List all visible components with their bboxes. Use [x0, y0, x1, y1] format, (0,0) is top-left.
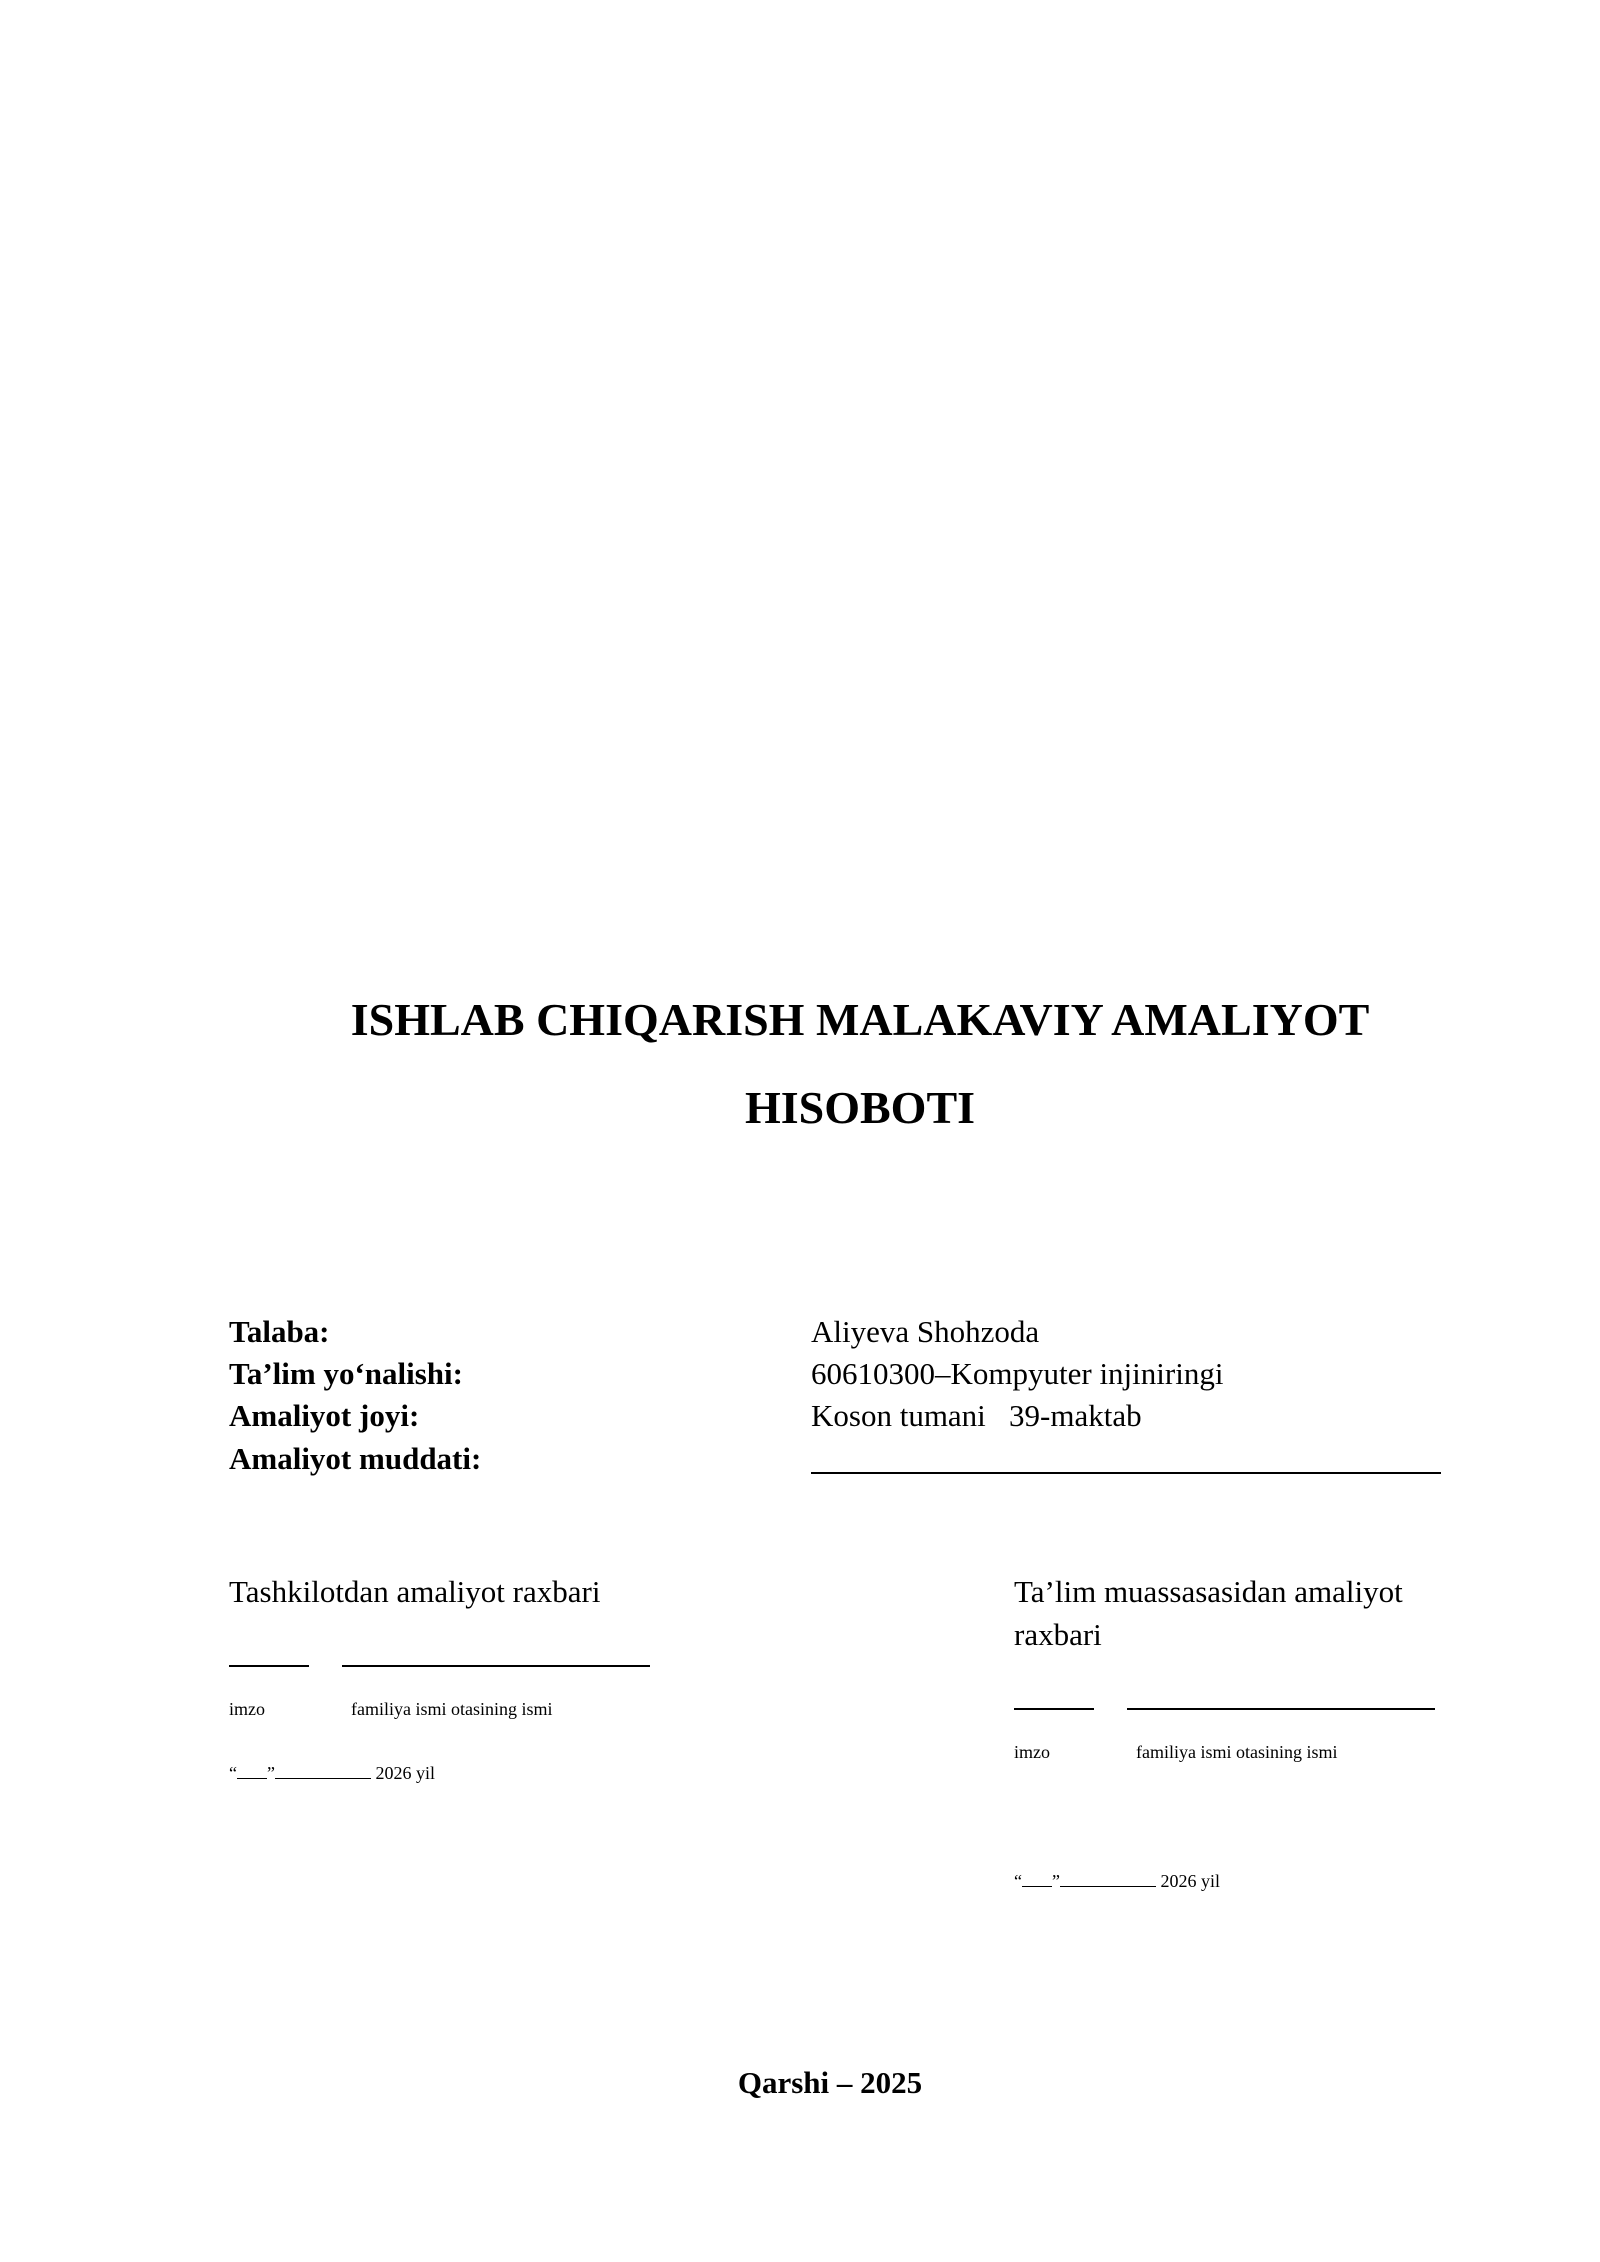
inst-supervisor-title-line2: raxbari — [1014, 1617, 1102, 1652]
practice-duration-label: Amaliyot muddati: — [229, 1441, 482, 1476]
org-signature-line — [229, 1665, 309, 1667]
org-date-field — [229, 1762, 435, 1784]
org-day-blank — [237, 1764, 267, 1779]
direction-label: Ta’lim yo‘nalishi: — [229, 1356, 463, 1391]
inst-day-blank — [1022, 1872, 1052, 1887]
org-name-caption: familiya ismi otasining ismi — [351, 1699, 553, 1719]
inst-signature-line — [1014, 1708, 1094, 1710]
student-label: Talaba: — [229, 1314, 330, 1349]
inst-name-line — [1127, 1708, 1435, 1710]
city-year: Qarshi – 2025 — [737, 2065, 923, 2100]
report-title-line2: HISOBOTI — [744, 1082, 976, 1133]
org-date-close-quote: ” — [267, 1763, 275, 1783]
org-date-open-quote: “ — [229, 1763, 237, 1783]
org-signature-caption: imzo — [229, 1699, 265, 1719]
inst-name-caption: familiya ismi otasining ismi — [1136, 1742, 1338, 1762]
practice-place-label: Amaliyot joyi: — [229, 1398, 420, 1433]
inst-date-year: 2026 yil — [1160, 1871, 1221, 1891]
report-title-line1: ISHLAB CHIQARISH MALAKAVIY AMALIYOT — [350, 994, 1370, 1045]
inst-supervisor-title-line1: Ta’lim muassasasidan amaliyot — [1014, 1574, 1403, 1609]
org-month-blank — [275, 1764, 371, 1779]
practice-place-value: Koson tumani 39-maktab — [811, 1398, 1142, 1433]
inst-month-blank — [1060, 1872, 1156, 1887]
org-supervisor-title: Tashkilotdan amaliyot raxbari — [229, 1574, 601, 1609]
inst-date-field — [1014, 1870, 1220, 1892]
inst-signature-caption: imzo — [1014, 1742, 1050, 1762]
org-name-line — [342, 1665, 650, 1667]
org-date-year: 2026 yil — [375, 1763, 436, 1783]
direction-value: 60610300–Kompyuter injiniringi — [811, 1356, 1224, 1391]
practice-duration-blank-line — [811, 1472, 1441, 1474]
inst-date-open-quote: “ — [1014, 1871, 1022, 1891]
inst-date-close-quote: ” — [1052, 1871, 1060, 1891]
student-value: Aliyeva Shohzoda — [811, 1314, 1040, 1349]
